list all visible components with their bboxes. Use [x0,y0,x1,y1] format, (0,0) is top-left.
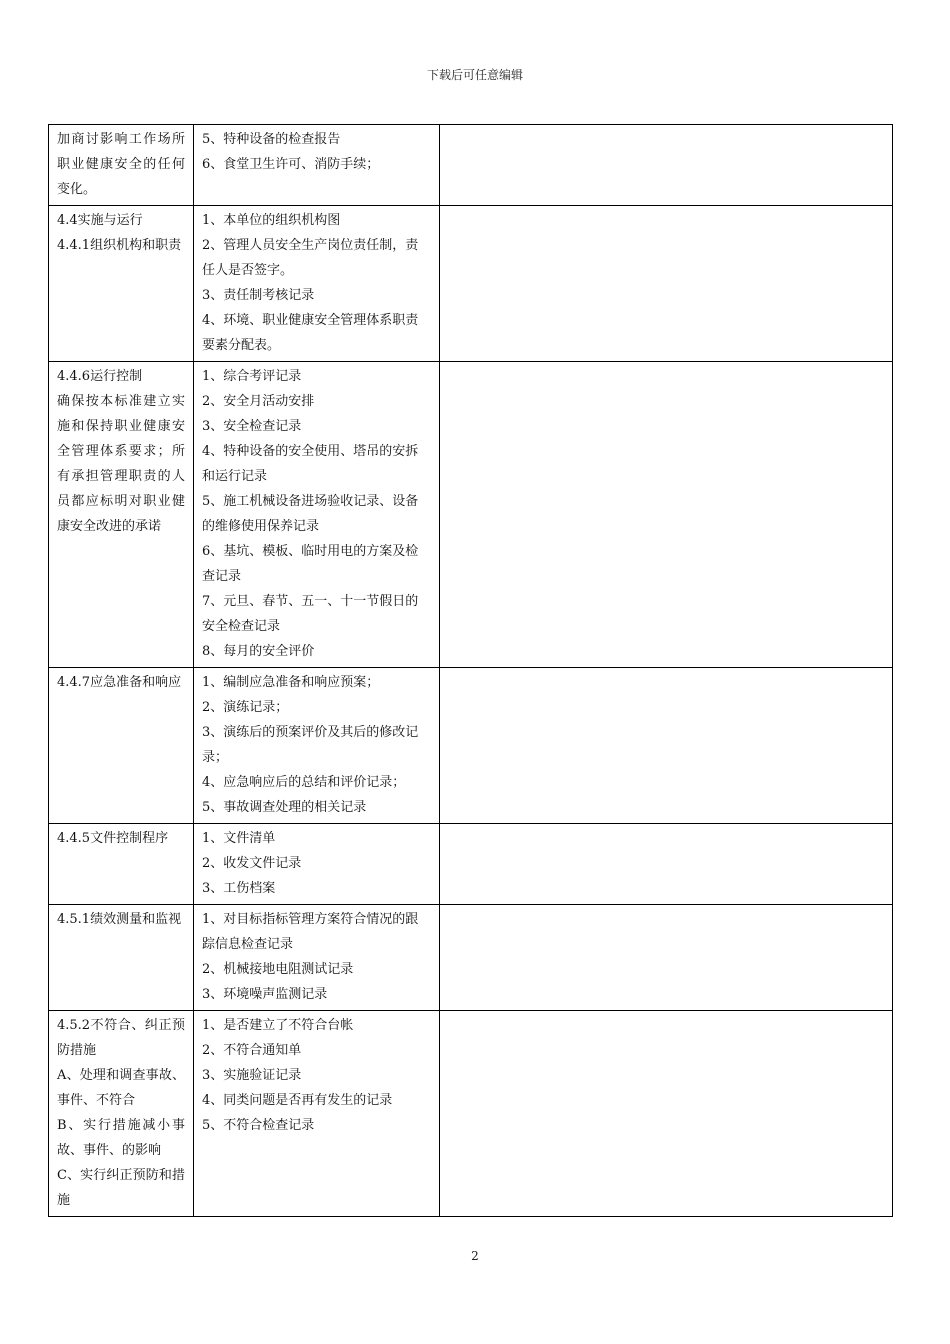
record-line: 4、同类问题是否再有发生的记录 [202,1093,393,1108]
record-line: 2、演练记录； [202,700,289,715]
clause-line: 加商讨影响工作场所职业健康安全的任何变化。 [57,132,185,197]
clause-line: C、实行纠正预防和措施 [57,1168,185,1208]
records-cell [194,362,440,668]
blank-cell [440,824,893,905]
clause-cell [49,905,194,1011]
record-line: 7、元旦、春节、五一、十一节假日的安全检查记录 [202,594,419,634]
blank-cell [440,668,893,824]
blank-cell [440,1011,893,1217]
record-line: 3、实施验证记录 [202,1068,302,1083]
records-cell [194,668,440,824]
clause-line: A、处理和调查事故、事件、不符合 [57,1068,185,1108]
record-line: 5、不符合检查记录 [202,1118,315,1133]
clause-line: 4.4.1组织机构和职责 [57,238,182,253]
record-line: 2、不符合通知单 [202,1043,302,1058]
page-number: 2 [471,1249,479,1263]
record-line: 4、应急响应后的总结和评价记录； [202,775,406,790]
record-line: 5、施工机械设备进场验收记录、设备的维修使用保养记录 [202,494,419,534]
record-line: 3、责任制考核记录 [202,288,315,303]
record-line: 6、基坑、模板、临时用电的方案及检查记录 [202,544,419,584]
clause-cell [49,1011,194,1217]
table-row [49,905,893,1011]
clause-line: 确保按本标准建立实施和保持职业健康安全管理体系要求；所有承担管理职责的人员都应标明对职业健康安全改进的承诺 [57,394,185,534]
table-row [49,1011,893,1217]
record-line: 4、特种设备的安全使用、塔吊的安拆和运行记录 [202,444,419,484]
record-line: 3、环境噪声监测记录 [202,987,328,1002]
record-line: 3、安全检查记录 [202,419,302,434]
record-line: 3、工伤档案 [202,881,276,896]
table-row [49,206,893,362]
clause-line: 4.5.1绩效测量和监视 [57,912,182,927]
clause-line: 4.4.5文件控制程序 [57,831,169,846]
records-cell [194,1011,440,1217]
record-line: 1、对目标指标管理方案符合情况的跟踪信息检查记录 [202,912,419,952]
blank-cell [440,125,893,206]
record-line: 1、是否建立了不符合台帐 [202,1018,354,1033]
record-line: 6、食堂卫生许可、消防手续； [202,157,380,172]
clause-line: 4.4.7应急准备和响应 [57,675,182,690]
blank-cell [440,905,893,1011]
records-cell [194,824,440,905]
clause-cell [49,362,194,668]
record-line: 3、演练后的预案评价及其后的修改记录； [202,725,419,765]
table-row [49,125,893,206]
records-cell [194,125,440,206]
records-cell [194,905,440,1011]
record-line: 2、安全月活动安排 [202,394,315,409]
blank-cell [440,206,893,362]
record-line: 1、编制应急准备和响应预案； [202,675,380,690]
clause-line: 4.4.6运行控制 [57,369,143,384]
clause-line: 4.4实施与运行 [57,213,143,228]
clause-cell [49,824,194,905]
clause-cell [49,206,194,362]
table-row [49,668,893,824]
clause-cell [49,668,194,824]
page-header: 下载后可任意编辑 [426,68,523,82]
record-line: 2、机械接地电阻测试记录 [202,962,354,977]
table-row [49,362,893,668]
record-line: 1、综合考评记录 [202,369,302,384]
clause-cell [49,125,194,206]
clause-line: B、实行措施减小事故、事件、的影响 [57,1118,185,1158]
record-line: 1、本单位的组织机构图 [202,213,341,228]
record-line: 8、每月的安全评价 [202,644,315,659]
clause-line: 4.5.2不符合、纠正预防措施 [57,1018,185,1058]
record-line: 1、文件清单 [202,831,276,846]
records-cell [194,206,440,362]
blank-cell [440,362,893,668]
record-line: 2、收发文件记录 [202,856,302,871]
record-line: 4、环境、职业健康安全管理体系职责要素分配表。 [202,313,419,353]
record-line: 5、事故调查处理的相关记录 [202,800,367,815]
checklist-table [48,124,893,1217]
table-row [49,824,893,905]
record-line: 5、特种设备的检查报告 [202,132,341,147]
record-line: 2、管理人员安全生产岗位责任制，责任人是否签字。 [202,238,419,278]
